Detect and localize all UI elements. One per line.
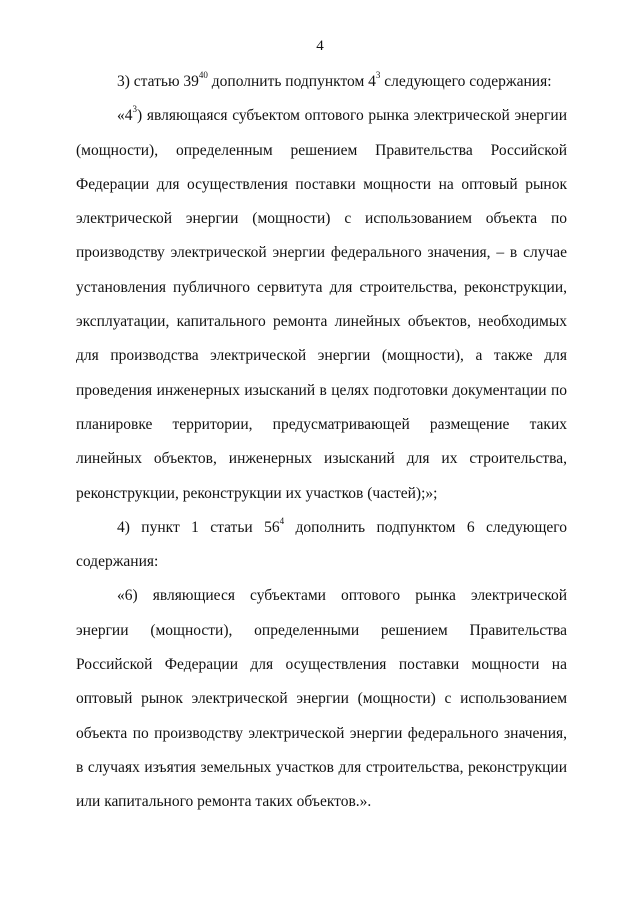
paragraph-text: 4) пункт 1 статьи 56 [117, 518, 280, 536]
paragraph-text: «6) являющиеся субъектами оптового рынка электрической энергии (мощности), определенными решением Правительства Российской Федерации для осуществления поставки мощности на оптовый рынок электрической энергии (мощности) с использованием объекта по производству электрической энергии федерального значения, в случаях изъятия земельных участков для строительства, реконструкции или капитального ремонта таких объектов.». [76, 587, 567, 811]
paragraph-text: дополнить подпунктом 4 [207, 73, 376, 90]
paragraph-subitem-6 [76, 579, 567, 819]
paragraph-subitem-4-3 [76, 99, 567, 511]
document-body [76, 65, 567, 820]
paragraph-text: дополнить подпунктом 6 следующего содержания: [76, 518, 568, 571]
superscript-index: 40 [198, 69, 208, 80]
paragraph-text: 3) статью 39 [117, 73, 199, 90]
paragraph-text: ) являющаяся субъектом оптового рынка электрической энергии (мощности), определенным решением Правительства Российской Федерации для осуществления поставки мощности на оптовый рынок электрической энергии (мощности) с использованием объекта по производству электрической энергии федерального значения, – в случае установления публичного сервитута для строительства, реконструкции, эксплуатации, капитального ремонта линейных объектов, необходимых для производства электрической энергии (мощности), а также для проведения инженерных изысканий в целях подготовки документации по планировке территории, предусматривающей размещение таких линейных объектов, инженерных изысканий для их строительства, реконструкции, реконструкции их участков (частей);»; [76, 107, 567, 502]
paragraph-text: «4 [117, 107, 133, 125]
page-number: 4 [316, 38, 324, 54]
paragraph-amendment-4 [76, 511, 567, 580]
superscript-index: 4 [279, 515, 285, 526]
superscript-index: 3 [375, 69, 381, 80]
superscript-index: 3 [132, 104, 137, 115]
paragraph-text: следующего содержания: [380, 73, 552, 90]
paragraph-amendment-3 [76, 65, 567, 99]
